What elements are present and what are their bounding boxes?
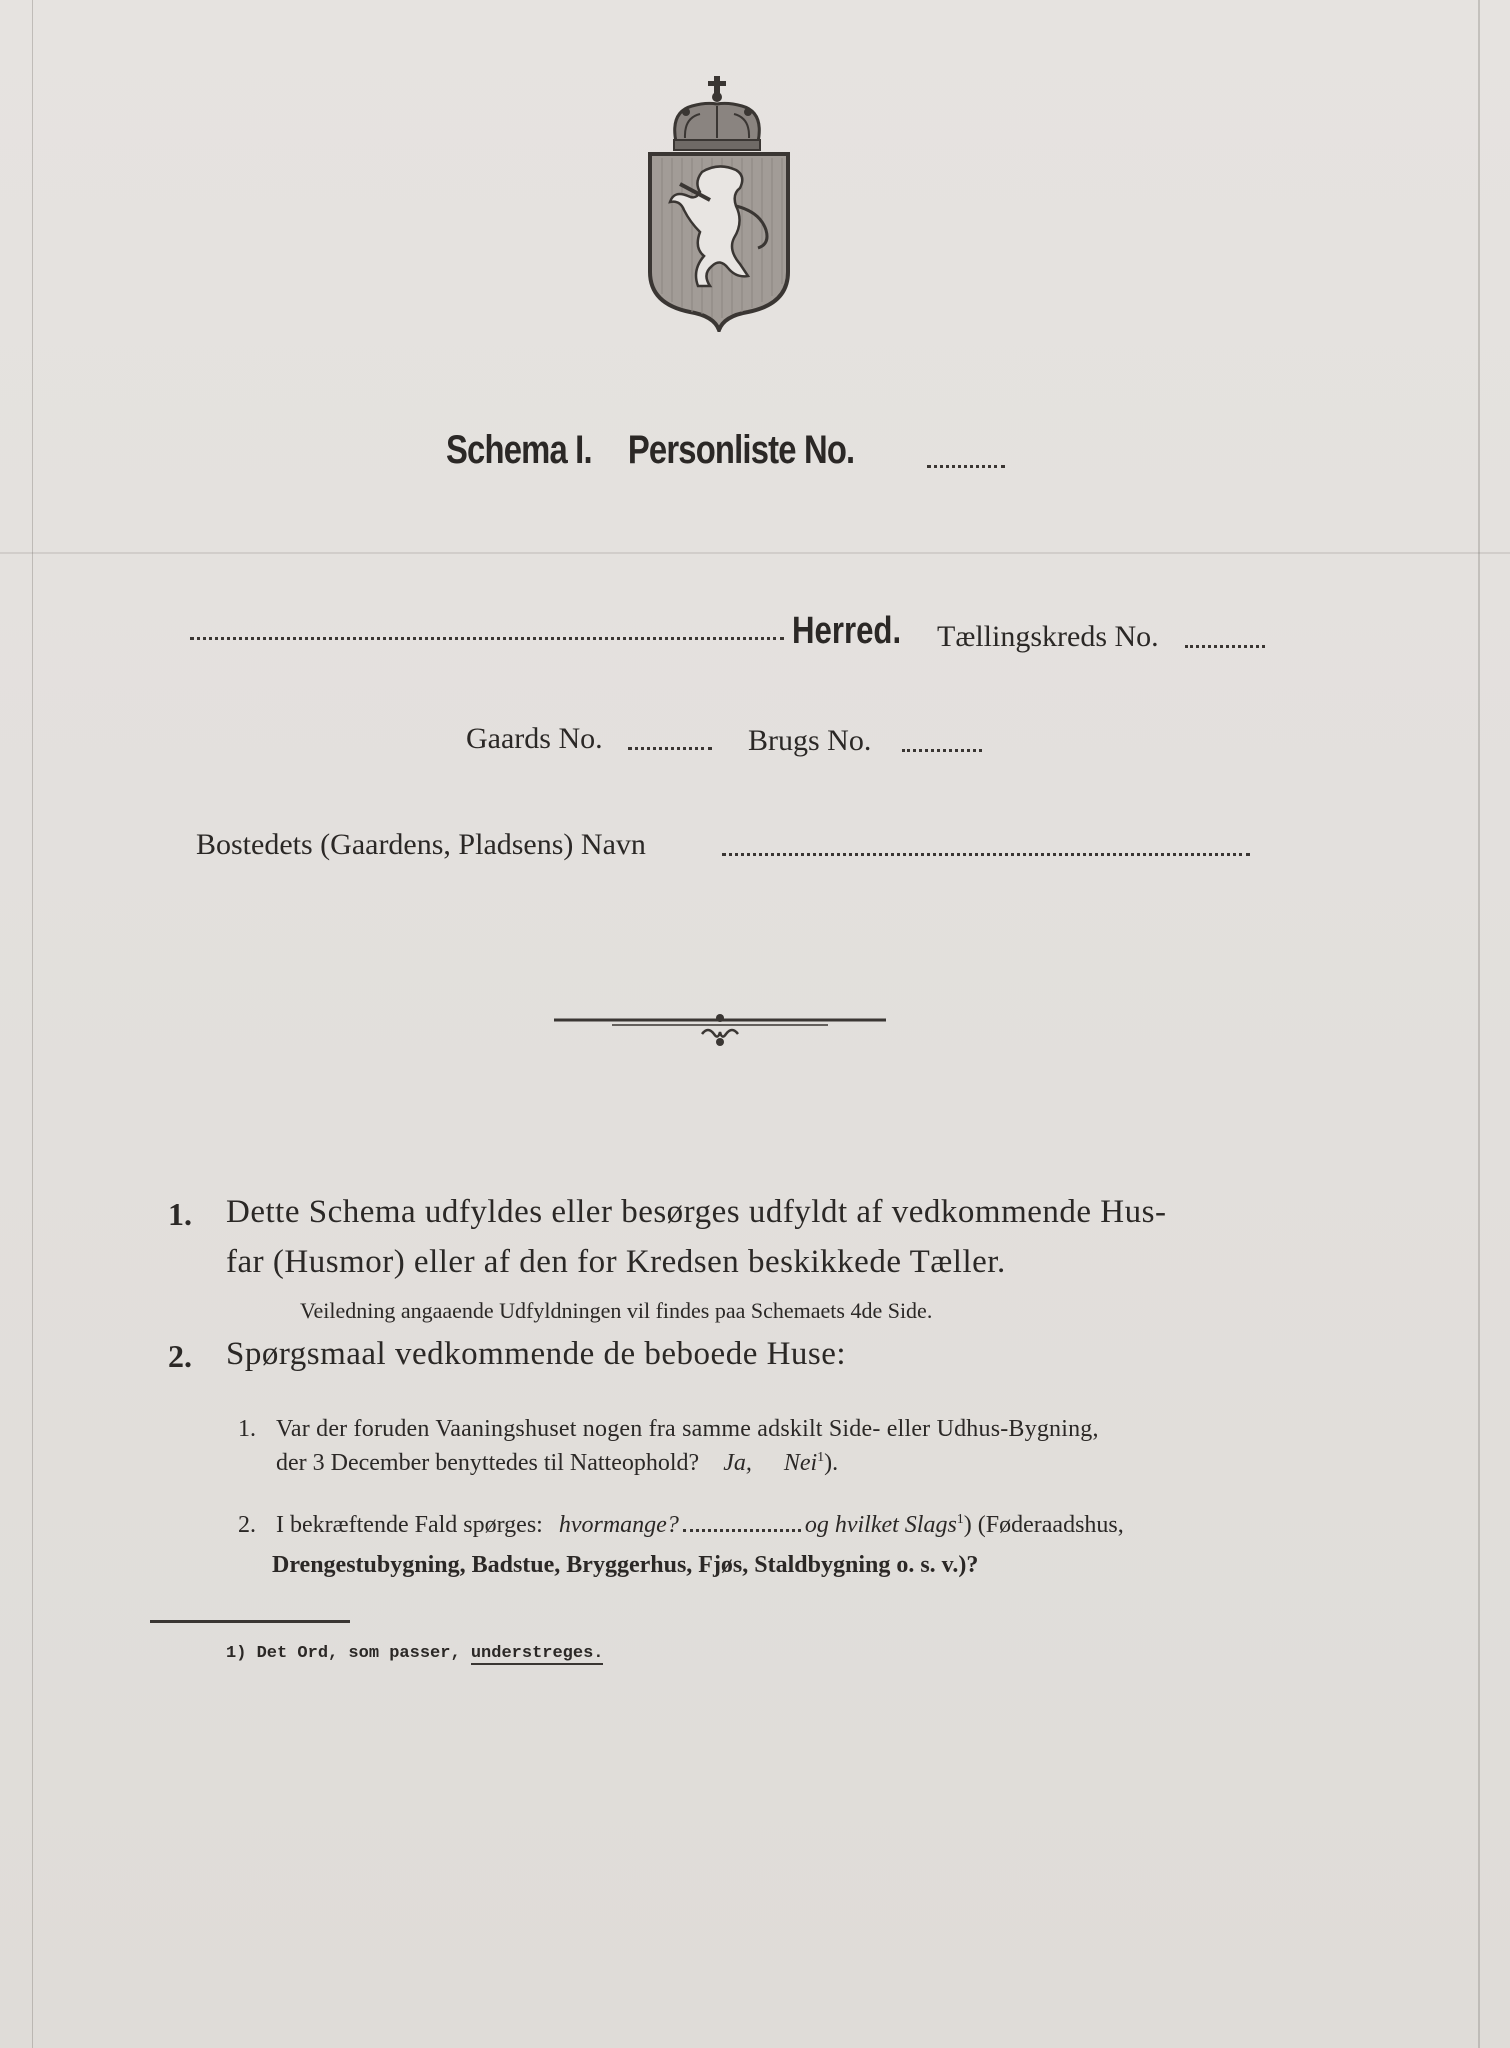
section-2-heading: Spørgsmaal vedkommende de beboede Huse: xyxy=(226,1336,847,1372)
question-2-line-2: Drengestubygning, Badstue, Bryggerhus, Fjøs, Staldbygning o. s. v.)? xyxy=(272,1552,979,1578)
gaards-label: Gaards No. xyxy=(466,722,603,755)
brugs-label: Brugs No. xyxy=(748,724,872,757)
question-2-number: 2. xyxy=(238,1512,256,1538)
footnote-mark: 1) xyxy=(226,1644,247,1663)
question-2-line-1-end: ) (Føderaadshus, xyxy=(963,1512,1124,1538)
brugs-number-field[interactable] xyxy=(902,749,982,752)
personliste-label: Personliste No. xyxy=(627,428,855,472)
section-1-line-2: far (Husmor) eller af den for Kredsen beskikkede Tæller. xyxy=(226,1244,1006,1280)
herred-name-field[interactable] xyxy=(190,637,784,640)
hvormange-label: hvormange? xyxy=(558,1512,679,1538)
footnote xyxy=(226,1644,603,1663)
answer-ja[interactable]: Ja, xyxy=(723,1450,752,1476)
slags-label: og hvilket Slags xyxy=(804,1512,957,1538)
footnote-ref-2: 1 xyxy=(956,1512,964,1527)
question-1-number: 1. xyxy=(238,1416,256,1442)
footnote-text: Det Ord, som passer, xyxy=(256,1644,461,1663)
footnote-underlined: understreges. xyxy=(470,1644,604,1663)
answer-nei[interactable]: Nei xyxy=(783,1450,818,1476)
question-1-line-2 xyxy=(276,1450,838,1477)
footnote-ref: 1 xyxy=(817,1450,825,1465)
question-1-line-1: Var der foruden Vaaningshuset nogen fra samme adskilt Side- eller Udhus-Bygning, xyxy=(276,1416,1099,1442)
kreds-number-field[interactable] xyxy=(1185,645,1265,648)
section-1-line-1: Dette Schema udfyldes eller besørges udfyldt af vedkommende Hus- xyxy=(226,1194,1167,1230)
personliste-number-field[interactable] xyxy=(927,465,1005,468)
question-1-end: ). xyxy=(824,1450,839,1476)
kreds-label: Tællingskreds No. xyxy=(937,620,1159,653)
bosted-name-field[interactable] xyxy=(722,853,1250,856)
coat-of-arms-icon xyxy=(640,72,800,332)
section-1-number: 1. xyxy=(168,1196,192,1232)
paper-fold xyxy=(0,552,1510,554)
form-title xyxy=(446,428,854,473)
question-1-text: der 3 December benyttedes til Natteophold? xyxy=(276,1450,700,1476)
schema-label: Schema I. xyxy=(446,428,592,472)
bosted-label: Bostedets (Gaardens, Pladsens) Navn xyxy=(196,828,646,861)
section-1-note: Veiledning angaaende Udfyldningen vil findes paa Schemaets 4de Side. xyxy=(300,1298,933,1323)
gaards-number-field[interactable] xyxy=(628,747,712,750)
section-2-number: 2. xyxy=(168,1338,192,1374)
hvormange-field[interactable] xyxy=(683,1529,801,1532)
page-edge-left xyxy=(32,0,33,2048)
question-2-line-1 xyxy=(276,1512,1124,1539)
ornament-divider xyxy=(552,1010,888,1050)
herred-label: Herred. xyxy=(792,610,902,652)
footnote-separator xyxy=(150,1620,350,1623)
page-edge-right xyxy=(1478,0,1480,2048)
question-2-text: I bekræftende Fald spørges: xyxy=(276,1512,543,1538)
